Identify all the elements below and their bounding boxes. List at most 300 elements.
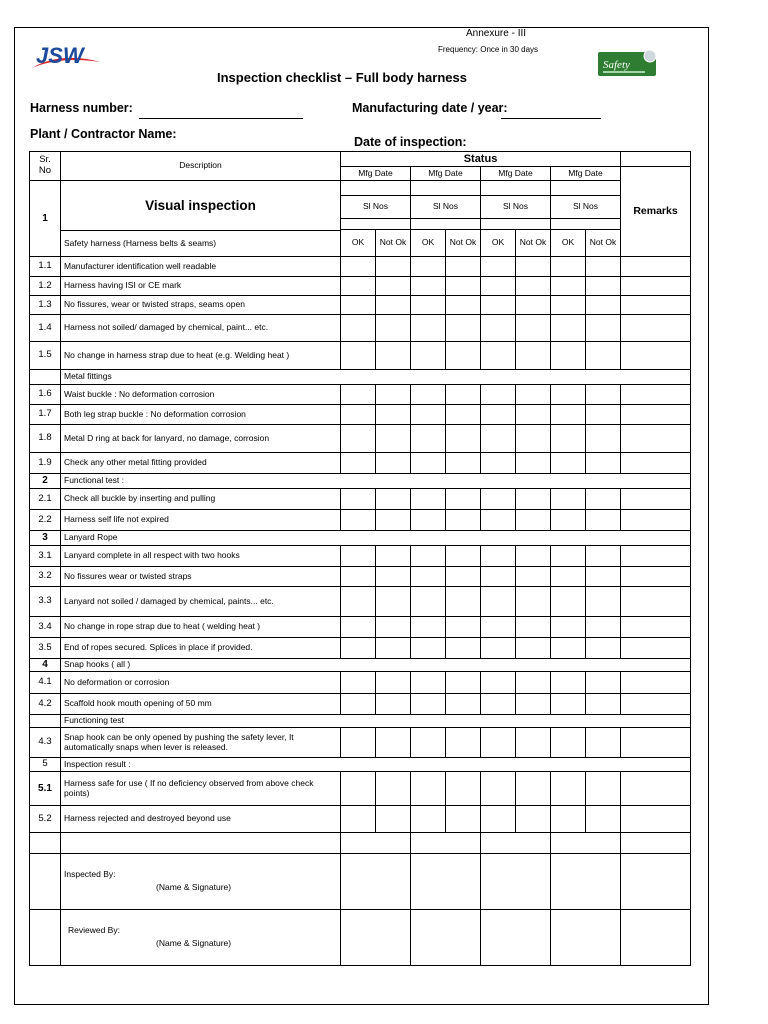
not-ok-cell[interactable] xyxy=(516,617,551,638)
table-row xyxy=(30,489,691,510)
remarks-cell[interactable] xyxy=(621,296,691,315)
not-ok-cell[interactable] xyxy=(516,489,551,510)
sr-no-header: Sr. No xyxy=(30,152,61,181)
section-heading: Snap hooks ( all ) xyxy=(61,659,691,672)
not-ok-cell[interactable] xyxy=(586,296,621,315)
row-number: 1.4 xyxy=(30,315,61,342)
harness-number-field[interactable] xyxy=(139,118,303,119)
ok-cell[interactable] xyxy=(481,257,516,277)
not-ok-cell[interactable] xyxy=(586,342,621,370)
ok-cell[interactable] xyxy=(481,546,516,567)
status-header: Status xyxy=(341,152,621,167)
remarks-cell[interactable] xyxy=(621,806,691,833)
ok-cell[interactable] xyxy=(411,405,446,425)
not-ok-header: Not Ok xyxy=(446,230,481,257)
ok-cell[interactable] xyxy=(341,385,376,405)
not-ok-cell[interactable] xyxy=(516,638,551,659)
ok-cell[interactable] xyxy=(341,453,376,474)
not-ok-cell[interactable] xyxy=(376,342,411,370)
not-ok-cell[interactable] xyxy=(376,425,411,453)
not-ok-cell[interactable] xyxy=(586,617,621,638)
row-description: No fissures wear or twisted straps xyxy=(61,567,341,587)
ok-cell[interactable] xyxy=(411,257,446,277)
not-ok-cell[interactable] xyxy=(376,385,411,405)
not-ok-cell[interactable] xyxy=(516,296,551,315)
ok-cell[interactable] xyxy=(481,638,516,659)
ok-cell[interactable] xyxy=(551,405,586,425)
ok-cell[interactable] xyxy=(411,694,446,715)
ok-cell[interactable] xyxy=(551,694,586,715)
description-header: Description xyxy=(61,152,341,181)
ok-cell[interactable] xyxy=(481,385,516,405)
ok-cell[interactable] xyxy=(481,315,516,342)
ok-cell[interactable] xyxy=(341,510,376,531)
not-ok-cell[interactable] xyxy=(446,257,481,277)
not-ok-cell[interactable] xyxy=(376,405,411,425)
signature-cell[interactable] xyxy=(621,854,691,910)
ok-cell[interactable] xyxy=(551,617,586,638)
ok-cell[interactable] xyxy=(411,425,446,453)
row-description: Lanyard not soiled / damaged by chemical, paints... etc. xyxy=(61,587,341,617)
date-of-inspection-label: Date of inspection: xyxy=(354,135,467,149)
not-ok-cell[interactable] xyxy=(586,672,621,694)
not-ok-cell[interactable] xyxy=(376,277,411,296)
ok-cell[interactable] xyxy=(411,385,446,405)
not-ok-cell[interactable] xyxy=(516,510,551,531)
not-ok-cell[interactable] xyxy=(516,728,551,758)
row-description: Harness not soiled/ damaged by chemical, paint... etc. xyxy=(61,315,341,342)
signature-cell[interactable] xyxy=(481,854,551,910)
page-title: Inspection checklist – Full body harness xyxy=(217,70,467,85)
ok-cell[interactable] xyxy=(411,453,446,474)
row-number: 1.9 xyxy=(30,453,61,474)
row-number: 1.5 xyxy=(30,342,61,370)
table-row xyxy=(30,587,691,617)
remarks-header: Remarks xyxy=(621,167,691,257)
ok-cell[interactable] xyxy=(411,510,446,531)
not-ok-cell[interactable] xyxy=(586,277,621,296)
not-ok-cell[interactable] xyxy=(446,296,481,315)
row-description: Scaffold hook mouth opening of 50 mm xyxy=(61,694,341,715)
row-number: 4.1 xyxy=(30,672,61,694)
ok-cell[interactable] xyxy=(481,489,516,510)
not-ok-cell[interactable] xyxy=(376,315,411,342)
not-ok-cell[interactable] xyxy=(446,315,481,342)
not-ok-cell[interactable] xyxy=(516,425,551,453)
not-ok-cell[interactable] xyxy=(516,546,551,567)
not-ok-cell[interactable] xyxy=(446,453,481,474)
row-number: 4.2 xyxy=(30,694,61,715)
not-ok-cell[interactable] xyxy=(376,453,411,474)
remarks-cell[interactable] xyxy=(621,257,691,277)
row-number: 5.1 xyxy=(30,772,61,806)
row-description: Check any other metal fitting provided xyxy=(61,453,341,474)
ok-cell[interactable] xyxy=(411,672,446,694)
table-row xyxy=(30,315,691,342)
not-ok-cell[interactable] xyxy=(516,567,551,587)
ok-cell[interactable] xyxy=(481,405,516,425)
signature-row xyxy=(30,910,691,966)
ok-cell[interactable] xyxy=(411,296,446,315)
not-ok-cell[interactable] xyxy=(446,617,481,638)
not-ok-cell[interactable] xyxy=(516,772,551,806)
ok-cell[interactable] xyxy=(341,694,376,715)
sl-nos-cell[interactable] xyxy=(551,219,621,230)
not-ok-cell[interactable] xyxy=(516,277,551,296)
section-heading: Inspection result : xyxy=(61,758,691,772)
not-ok-cell[interactable] xyxy=(516,672,551,694)
remarks-cell[interactable] xyxy=(621,385,691,405)
not-ok-cell[interactable] xyxy=(586,453,621,474)
row-description: Harness self life not expired xyxy=(61,510,341,531)
not-ok-cell[interactable] xyxy=(446,728,481,758)
sl-nos-cell[interactable] xyxy=(341,219,411,230)
remarks-cell[interactable] xyxy=(621,425,691,453)
not-ok-cell[interactable] xyxy=(376,567,411,587)
ok-cell[interactable] xyxy=(341,546,376,567)
mfg-date-header: Mfg Date xyxy=(551,167,621,181)
not-ok-cell[interactable] xyxy=(586,587,621,617)
signature-cell[interactable] xyxy=(341,854,411,910)
not-ok-header: Not Ok xyxy=(516,230,551,257)
ok-cell[interactable] xyxy=(411,617,446,638)
ok-cell[interactable] xyxy=(481,453,516,474)
row-number: 3.2 xyxy=(30,567,61,587)
not-ok-cell[interactable] xyxy=(446,510,481,531)
ok-cell[interactable] xyxy=(481,694,516,715)
not-ok-cell[interactable] xyxy=(586,546,621,567)
ok-cell[interactable] xyxy=(411,587,446,617)
ok-cell[interactable] xyxy=(341,638,376,659)
not-ok-header: Not Ok xyxy=(586,230,621,257)
ok-cell[interactable] xyxy=(551,510,586,531)
table-row xyxy=(30,772,691,806)
ok-cell[interactable] xyxy=(551,638,586,659)
ok-cell[interactable] xyxy=(551,385,586,405)
section-heading: Lanyard Rope xyxy=(61,531,691,546)
visual-inspection-heading: Visual inspection xyxy=(61,181,341,231)
sl-nos-header: Sl Nos xyxy=(551,196,621,219)
plant-contractor-label: Plant / Contractor Name: xyxy=(30,127,177,141)
row-description: Snap hook can be only opened by pushing the safety lever, It automatically snaps when lever is released. xyxy=(61,728,341,758)
ok-cell[interactable] xyxy=(341,342,376,370)
manufacturing-date-field[interactable] xyxy=(501,118,601,119)
ok-cell[interactable] xyxy=(551,489,586,510)
ok-cell[interactable] xyxy=(481,277,516,296)
mfg-date-header: Mfg Date xyxy=(341,167,411,181)
not-ok-cell[interactable] xyxy=(376,772,411,806)
ok-cell[interactable] xyxy=(411,546,446,567)
not-ok-cell[interactable] xyxy=(586,385,621,405)
section-row xyxy=(30,474,691,489)
reviewed-by-label: Reviewed By: xyxy=(68,925,120,936)
not-ok-cell[interactable] xyxy=(516,315,551,342)
ok-cell[interactable] xyxy=(411,772,446,806)
table-row xyxy=(30,546,691,567)
ok-cell[interactable] xyxy=(411,567,446,587)
section-row xyxy=(30,370,691,385)
ok-cell[interactable] xyxy=(481,806,516,833)
ok-cell[interactable] xyxy=(481,342,516,370)
not-ok-cell[interactable] xyxy=(586,638,621,659)
not-ok-cell[interactable] xyxy=(516,405,551,425)
signature-cell[interactable] xyxy=(481,910,551,966)
row-number: 3.4 xyxy=(30,617,61,638)
table-row xyxy=(30,342,691,370)
remarks-cell[interactable] xyxy=(621,694,691,715)
remarks-cell[interactable] xyxy=(621,638,691,659)
ok-cell[interactable] xyxy=(551,425,586,453)
remarks-cell[interactable] xyxy=(621,617,691,638)
ok-cell[interactable] xyxy=(341,296,376,315)
signature-cell[interactable] xyxy=(551,854,621,910)
not-ok-cell[interactable] xyxy=(376,638,411,659)
not-ok-cell[interactable] xyxy=(446,772,481,806)
remarks-cell[interactable] xyxy=(621,587,691,617)
ok-cell[interactable] xyxy=(411,806,446,833)
not-ok-cell[interactable] xyxy=(516,453,551,474)
remarks-cell[interactable] xyxy=(621,315,691,342)
ok-cell[interactable] xyxy=(551,567,586,587)
table-row xyxy=(30,728,691,758)
ok-cell[interactable] xyxy=(341,672,376,694)
mfg-date-cell[interactable] xyxy=(411,181,481,196)
ok-cell[interactable] xyxy=(481,672,516,694)
ok-cell[interactable] xyxy=(341,405,376,425)
not-ok-cell[interactable] xyxy=(446,672,481,694)
row-number: 3.5 xyxy=(30,638,61,659)
not-ok-cell[interactable] xyxy=(586,425,621,453)
not-ok-cell[interactable] xyxy=(516,694,551,715)
sl-nos-cell[interactable] xyxy=(411,219,481,230)
row-number: 1.3 xyxy=(30,296,61,315)
signature-cell[interactable] xyxy=(411,854,481,910)
ok-cell[interactable] xyxy=(481,425,516,453)
ok-cell[interactable] xyxy=(411,315,446,342)
not-ok-cell[interactable] xyxy=(586,728,621,758)
mfg-date-cell[interactable] xyxy=(341,181,411,196)
not-ok-cell[interactable] xyxy=(446,546,481,567)
not-ok-cell[interactable] xyxy=(586,405,621,425)
row-number: 1.6 xyxy=(30,385,61,405)
remarks-cell[interactable] xyxy=(621,772,691,806)
ok-cell[interactable] xyxy=(481,587,516,617)
table-row xyxy=(30,296,691,315)
remarks-cell[interactable] xyxy=(621,546,691,567)
ok-cell[interactable] xyxy=(481,510,516,531)
mfg-date-header: Mfg Date xyxy=(411,167,481,181)
row-number: 5.2 xyxy=(30,806,61,833)
remarks-cell[interactable] xyxy=(621,567,691,587)
not-ok-cell[interactable] xyxy=(446,587,481,617)
not-ok-cell[interactable] xyxy=(376,587,411,617)
row-description: No change in harness strap due to heat (e.g. Welding heat ) xyxy=(61,342,341,370)
row-number: 1.2 xyxy=(30,277,61,296)
ok-cell[interactable] xyxy=(551,277,586,296)
not-ok-cell[interactable] xyxy=(516,385,551,405)
not-ok-cell[interactable] xyxy=(586,510,621,531)
not-ok-cell[interactable] xyxy=(586,567,621,587)
not-ok-cell[interactable] xyxy=(446,567,481,587)
row-description: Lanyard complete in all respect with two hooks xyxy=(61,546,341,567)
row-description: Check all buckle by inserting and pulling xyxy=(61,489,341,510)
not-ok-cell[interactable] xyxy=(586,772,621,806)
not-ok-cell[interactable] xyxy=(446,385,481,405)
ok-cell[interactable] xyxy=(551,772,586,806)
row-number: 1.7 xyxy=(30,405,61,425)
not-ok-cell[interactable] xyxy=(516,257,551,277)
section-number: 5 xyxy=(30,758,61,772)
remarks-cell[interactable] xyxy=(621,405,691,425)
not-ok-cell[interactable] xyxy=(376,728,411,758)
name-signature-label: (Name & Signature) xyxy=(156,882,232,892)
ok-cell[interactable] xyxy=(481,296,516,315)
not-ok-cell[interactable] xyxy=(376,617,411,638)
ok-cell[interactable] xyxy=(341,425,376,453)
row-description: Both leg strap buckle : No deformation corrosion xyxy=(61,405,341,425)
ok-cell[interactable] xyxy=(481,617,516,638)
ok-cell[interactable] xyxy=(551,453,586,474)
not-ok-cell[interactable] xyxy=(446,425,481,453)
not-ok-cell[interactable] xyxy=(446,806,481,833)
table-row xyxy=(30,638,691,659)
sl-nos-cell[interactable] xyxy=(481,219,551,230)
not-ok-cell[interactable] xyxy=(376,489,411,510)
ok-cell[interactable] xyxy=(341,806,376,833)
row-description: Harness safe for use ( If no deficiency observed from above check points) xyxy=(61,772,341,806)
ok-cell[interactable] xyxy=(341,277,376,296)
ok-cell[interactable] xyxy=(411,342,446,370)
ok-cell[interactable] xyxy=(341,772,376,806)
ok-cell[interactable] xyxy=(551,806,586,833)
row-description: Harness rejected and destroyed beyond use xyxy=(61,806,341,833)
not-ok-cell[interactable] xyxy=(586,694,621,715)
row-number: 2.1 xyxy=(30,489,61,510)
not-ok-cell[interactable] xyxy=(446,277,481,296)
signature-cell[interactable] xyxy=(411,910,481,966)
ok-cell[interactable] xyxy=(551,257,586,277)
section-number: 3 xyxy=(30,531,61,546)
section-row xyxy=(30,715,691,728)
section-number: 2 xyxy=(30,474,61,489)
ok-cell[interactable] xyxy=(481,567,516,587)
ok-cell[interactable] xyxy=(341,617,376,638)
ok-cell[interactable] xyxy=(341,257,376,277)
mfg-date-cell[interactable] xyxy=(481,181,551,196)
remarks-cell[interactable] xyxy=(621,510,691,531)
name-signature-label: (Name & Signature) xyxy=(156,938,232,948)
row-description: No deformation or corrosion xyxy=(61,672,341,694)
not-ok-cell[interactable] xyxy=(446,694,481,715)
ok-cell[interactable] xyxy=(411,489,446,510)
ok-cell[interactable] xyxy=(551,587,586,617)
ok-cell[interactable] xyxy=(411,728,446,758)
remarks-cell[interactable] xyxy=(621,672,691,694)
section-heading: Metal fittings xyxy=(61,370,691,385)
ok-cell[interactable] xyxy=(341,315,376,342)
row-number: 3.1 xyxy=(30,546,61,567)
table-row xyxy=(30,510,691,531)
ok-cell[interactable] xyxy=(411,277,446,296)
row-number: 4.3 xyxy=(30,728,61,758)
remarks-cell[interactable] xyxy=(621,342,691,370)
not-ok-cell[interactable] xyxy=(376,257,411,277)
not-ok-cell[interactable] xyxy=(586,806,621,833)
not-ok-cell[interactable] xyxy=(376,546,411,567)
signature-row xyxy=(30,854,691,910)
not-ok-cell[interactable] xyxy=(376,296,411,315)
inspected-by-label: Inspected By: xyxy=(64,869,116,880)
mfg-date-header: Mfg Date xyxy=(481,167,551,181)
not-ok-cell[interactable] xyxy=(516,342,551,370)
ok-cell[interactable] xyxy=(411,638,446,659)
ok-cell[interactable] xyxy=(481,728,516,758)
row-description: Metal D ring at back for lanyard, no damage, corrosion xyxy=(61,425,341,453)
not-ok-cell[interactable] xyxy=(446,638,481,659)
not-ok-cell[interactable] xyxy=(376,806,411,833)
not-ok-cell[interactable] xyxy=(376,672,411,694)
ok-cell[interactable] xyxy=(341,489,376,510)
section-1-subheading: Safety harness (Harness belts & seams) xyxy=(61,231,341,257)
section-row xyxy=(30,758,691,772)
section-1-number: 1 xyxy=(30,181,61,257)
not-ok-cell[interactable] xyxy=(446,489,481,510)
ok-header: OK xyxy=(341,230,376,257)
row-description: No change in rope strap due to heat ( welding heat ) xyxy=(61,617,341,638)
not-ok-cell[interactable] xyxy=(376,694,411,715)
not-ok-cell[interactable] xyxy=(586,315,621,342)
not-ok-cell[interactable] xyxy=(586,489,621,510)
ok-cell[interactable] xyxy=(551,672,586,694)
ok-cell[interactable] xyxy=(551,315,586,342)
section-number: 4 xyxy=(30,659,61,672)
ok-cell[interactable] xyxy=(341,567,376,587)
inspected-by-cell xyxy=(61,854,341,910)
frequency-label: Frequency: Once in 30 days xyxy=(438,45,539,54)
safety-badge xyxy=(598,44,658,78)
row-description: No fissures, wear or twisted straps, seams open xyxy=(61,296,341,315)
annexure-label: Annexure - III xyxy=(466,28,527,39)
not-ok-cell[interactable] xyxy=(516,806,551,833)
not-ok-cell[interactable] xyxy=(516,587,551,617)
table-row xyxy=(30,453,691,474)
ok-cell[interactable] xyxy=(551,728,586,758)
ok-cell[interactable] xyxy=(551,546,586,567)
not-ok-cell[interactable] xyxy=(446,342,481,370)
table-row xyxy=(30,617,691,638)
table-row xyxy=(30,277,691,296)
not-ok-cell[interactable] xyxy=(376,510,411,531)
remarks-cell[interactable] xyxy=(621,728,691,758)
remarks-cell[interactable] xyxy=(621,277,691,296)
ok-cell[interactable] xyxy=(551,296,586,315)
manufacturing-date-label: Manufacturing date / year: xyxy=(352,101,508,115)
ok-cell[interactable] xyxy=(481,772,516,806)
ok-cell[interactable] xyxy=(341,587,376,617)
table-row xyxy=(30,405,691,425)
mfg-date-cell[interactable] xyxy=(551,181,621,196)
signature-cell[interactable] xyxy=(621,910,691,966)
remarks-cell[interactable] xyxy=(621,453,691,474)
spacer-row xyxy=(30,833,691,854)
ok-cell[interactable] xyxy=(341,728,376,758)
signature-cell[interactable] xyxy=(341,910,411,966)
ok-cell[interactable] xyxy=(551,342,586,370)
remarks-cell[interactable] xyxy=(621,489,691,510)
signature-cell[interactable] xyxy=(551,910,621,966)
not-ok-cell[interactable] xyxy=(586,257,621,277)
not-ok-cell[interactable] xyxy=(446,405,481,425)
